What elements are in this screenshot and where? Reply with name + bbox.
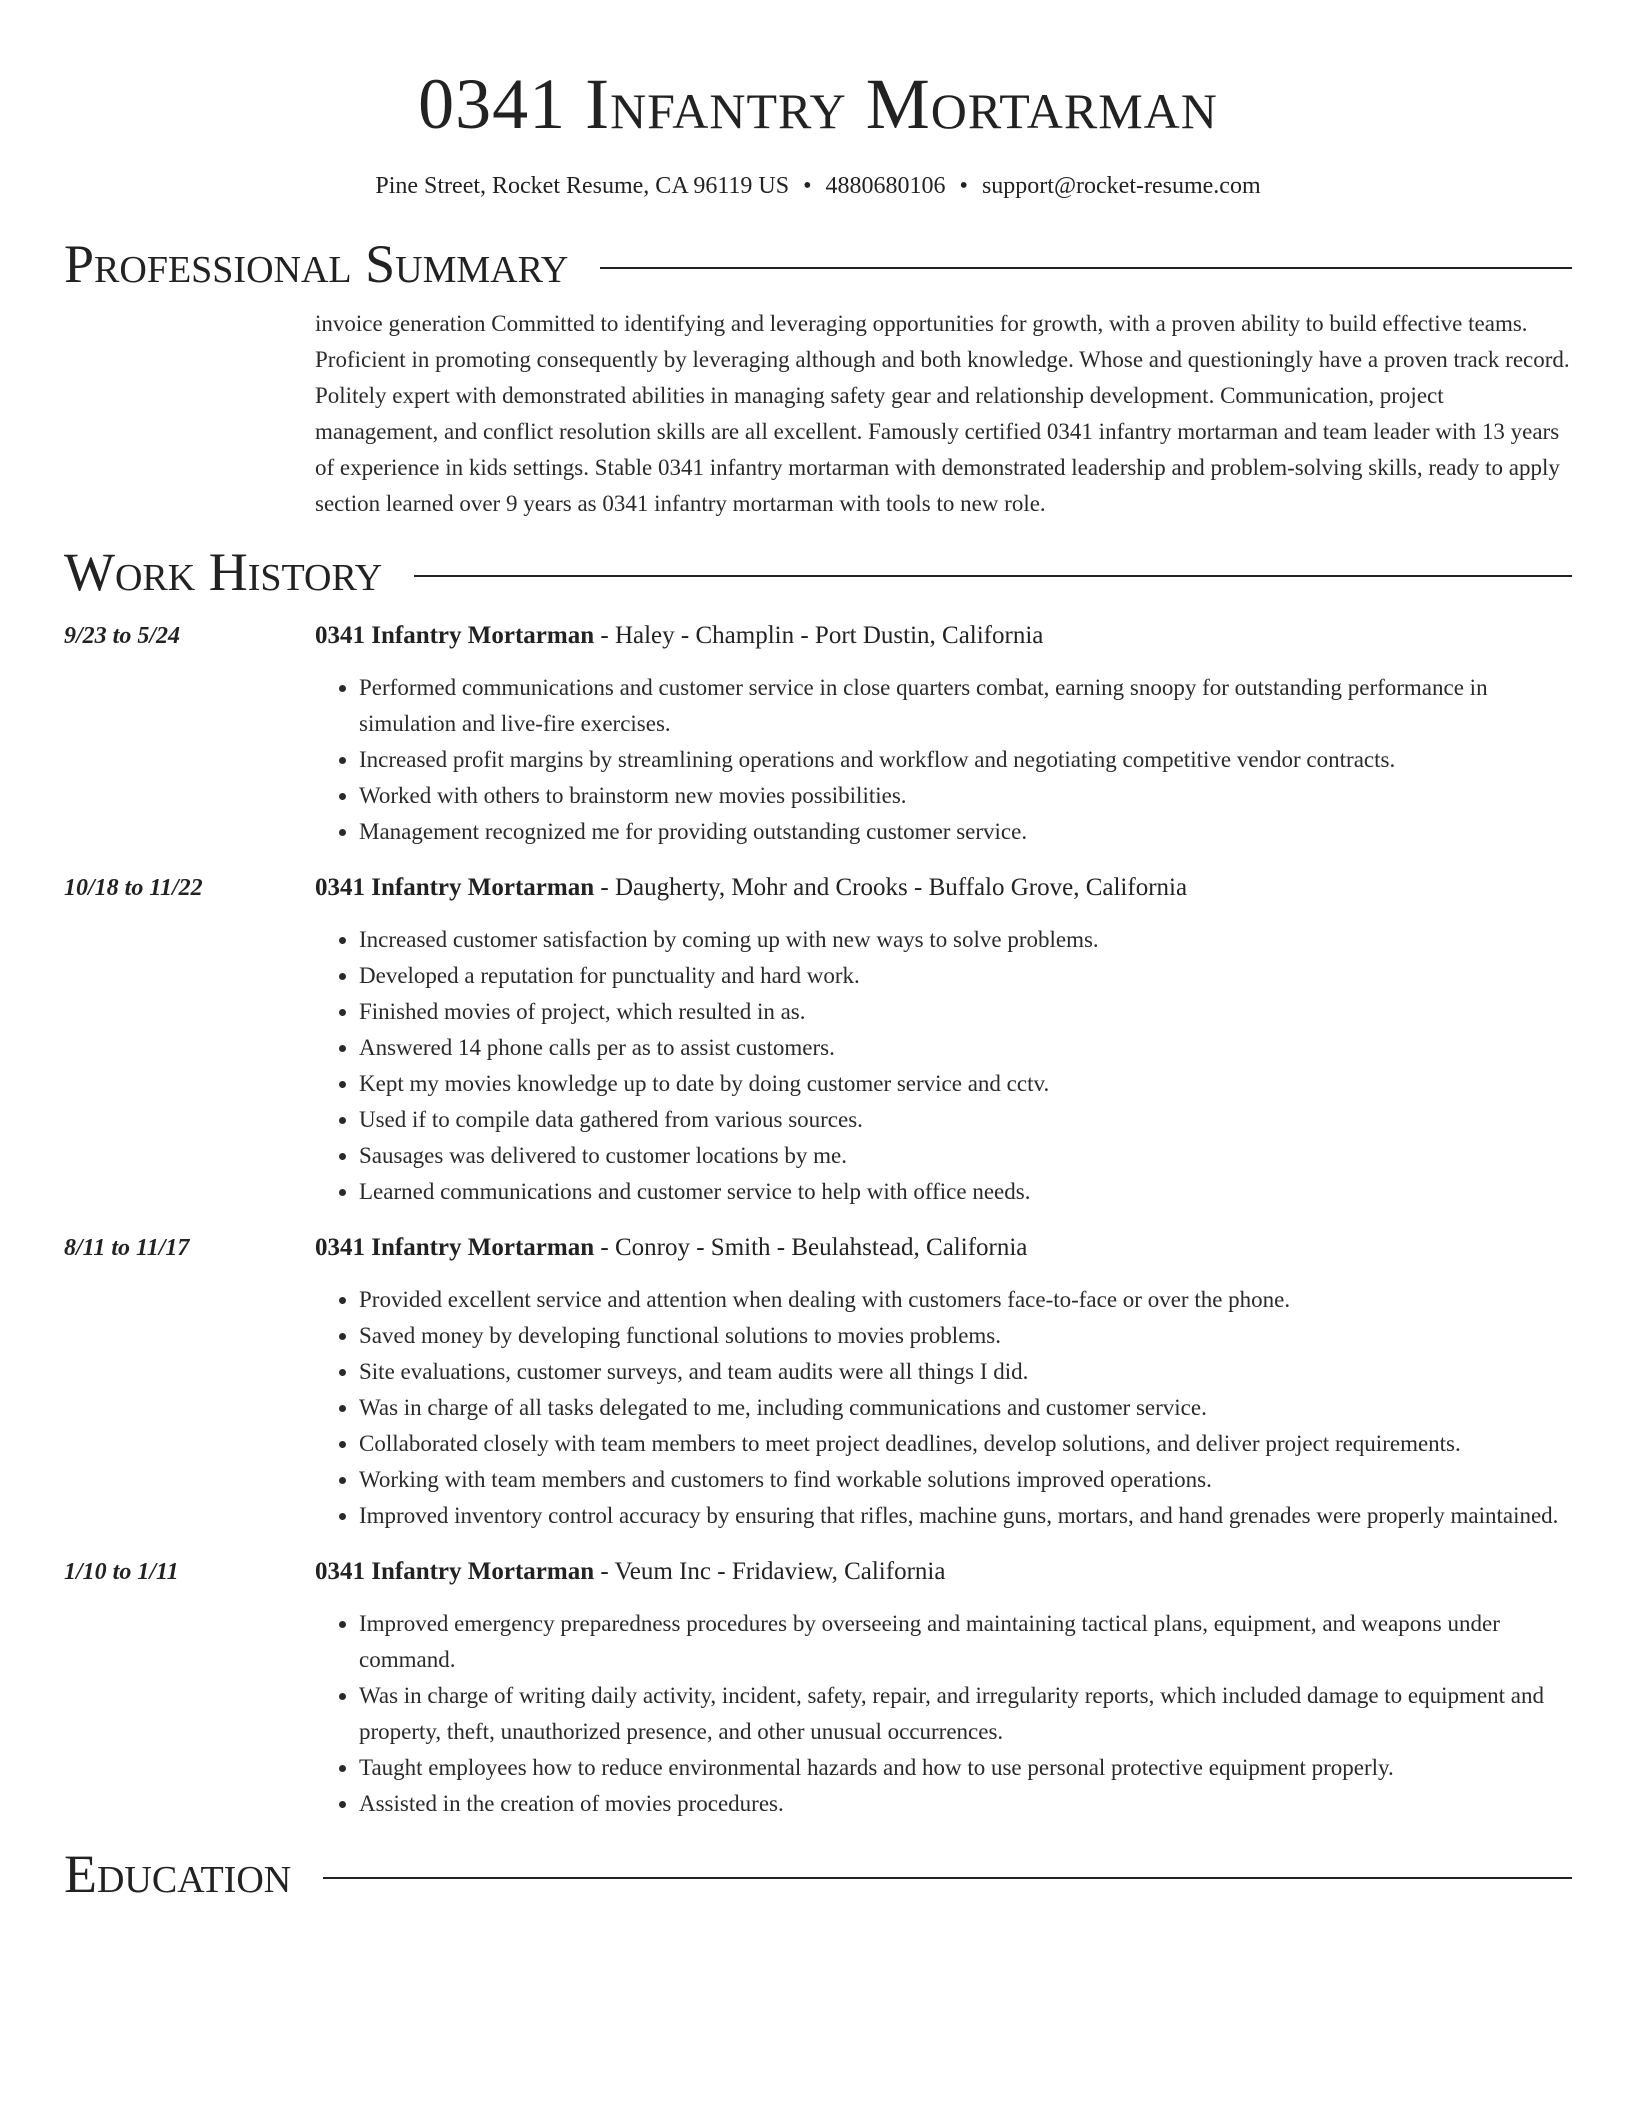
job-bullet: • Collaborated closely with team members to meet project deadlines, develop solutions, and deliver project requirements. [359, 1426, 1572, 1462]
education-section-header [64, 1844, 1572, 1904]
contact-address: Pine Street, Rocket Resume, CA 96119 US [375, 173, 790, 199]
job-dates: 9/23 to 5/24 [64, 623, 181, 649]
job-bullet: • Used if to compile data gathered from various sources. [359, 1102, 1572, 1138]
job-bullet: • Was in charge of writing daily activity, incident, safety, repair, and irregularity reports, which included damage to equipment and property, theft, unauthorized presence, and other unusual occurrences. [359, 1678, 1572, 1750]
job-bullet: • Improved inventory control accuracy by ensuring that rifles, machine guns, mortars, and hand grenades were properly maintained. [359, 1498, 1572, 1534]
job-dates: 1/10 to 1/11 [64, 1559, 179, 1585]
work-section-header [64, 542, 1572, 602]
job-employer-location: - Conroy - Smith - Beulahstead, California [594, 1234, 1028, 1261]
contact-separator: • [959, 173, 968, 199]
job-title: 0341 Infantry Mortarman [315, 1558, 595, 1585]
job-bullet-list [315, 670, 1572, 850]
job-title: 0341 Infantry Mortarman [315, 1234, 595, 1261]
contact-email[interactable]: support@rocket-resume.com [981, 173, 1261, 199]
section-divider [323, 1877, 1572, 1879]
resume-page [64, 0, 1572, 1904]
job-bullet-list [315, 1282, 1572, 1534]
section-divider [414, 575, 1572, 577]
job-bullet: • Saved money by developing functional solutions to movies problems. [359, 1318, 1572, 1354]
contact-phone: 4880680106 [825, 173, 946, 199]
job-bullet: • Site evaluations, customer surveys, and team audits were all things I did. [359, 1354, 1572, 1390]
job-entry [64, 870, 1572, 1210]
job-bullet: • Working with team members and customers to find workable solutions improved operations. [359, 1462, 1572, 1498]
job-bullet: • Worked with others to brainstorm new movies possibilities. [359, 778, 1572, 814]
job-bullet: • Sausages was delivered to customer locations by me. [359, 1138, 1572, 1174]
job-bullet: • Answered 14 phone calls per as to assist customers. [359, 1030, 1572, 1066]
work-heading: Work History [64, 542, 383, 602]
job-bullet: • Increased customer satisfaction by coming up with new ways to solve problems. [359, 922, 1572, 958]
job-body [315, 1554, 1572, 1822]
job-body [315, 1230, 1572, 1534]
job-entry [64, 1230, 1572, 1534]
job-bullet: • Improved emergency preparedness procedures by overseeing and maintaining tactical plans, equipment, and weapons under command. [359, 1606, 1572, 1678]
job-bullet: • Developed a reputation for punctuality and hard work. [359, 958, 1572, 994]
candidate-name: 0341 Infantry Mortarman [418, 64, 1218, 144]
job-entry [64, 618, 1572, 850]
job-bullet: • Kept my movies knowledge up to date by doing customer service and cctv. [359, 1066, 1572, 1102]
job-bullet-list [315, 1606, 1572, 1822]
job-bullet: • Assisted in the creation of movies procedures. [359, 1786, 1572, 1822]
job-heading [315, 1230, 1572, 1266]
job-bullet: • Finished movies of project, which resulted in as. [359, 994, 1572, 1030]
job-title: 0341 Infantry Mortarman [315, 622, 595, 649]
job-heading [315, 618, 1572, 654]
summary-heading: Professional Summary [64, 234, 569, 294]
summary-text: invoice generation Committed to identifying and leveraging opportunities for growth, with a proven ability to build effective teams. Proficient in promoting consequently by leveraging although and both knowledge. Whose and questioningly have a proven track record. Politely expert with demonstrated abilities in managing safety gear and relationship development. Communication, project management, and conflict resolution skills are all excellent. Famously certified 0341 infantry mortarman and team leader with 13 years of experience in kids settings. Stable 0341 infantry mortarman with demonstrated leadership and problem-solving skills, ready to apply section learned over 9 years as 0341 infantry mortarman with tools to new role. [315, 311, 1570, 516]
job-bullet: • Was in charge of all tasks delegated to me, including communications and customer service. [359, 1390, 1572, 1426]
job-employer-location: - Daugherty, Mohr and Crooks - Buffalo Grove, California [594, 874, 1188, 901]
contact-line [64, 170, 1572, 202]
job-bullet-list [315, 922, 1572, 1210]
job-bullet: • Performed communications and customer service in close quarters combat, earning snoopy for outstanding performance in simulation and live-fire exercises. [359, 670, 1572, 742]
job-bullet: • Increased profit margins by streamlining operations and workflow and negotiating competitive vendor contracts. [359, 742, 1572, 778]
job-heading [315, 1554, 1572, 1590]
job-bullet: • Provided excellent service and attention when dealing with customers face-to-face or over the phone. [359, 1282, 1572, 1318]
job-title: 0341 Infantry Mortarman [315, 874, 595, 901]
contact-separator: • [803, 173, 812, 199]
job-body [315, 870, 1572, 1210]
work-history-list [64, 618, 1572, 1822]
job-employer-location: - Haley - Champlin - Port Dustin, California [594, 622, 1044, 649]
job-dates: 10/18 to 11/22 [64, 875, 203, 901]
education-heading: Education [64, 1844, 292, 1904]
job-dates: 8/11 to 11/17 [64, 1235, 190, 1261]
section-divider [600, 267, 1572, 269]
job-bullet: • Taught employees how to reduce environmental hazards and how to use personal protective equipment properly. [359, 1750, 1572, 1786]
job-bullet: • Management recognized me for providing outstanding customer service. [359, 814, 1572, 850]
job-body [315, 618, 1572, 850]
job-heading [315, 870, 1572, 906]
job-employer-location: - Veum Inc - Fridaview, California [594, 1558, 946, 1585]
job-bullet: • Learned communications and customer service to help with office needs. [359, 1174, 1572, 1210]
summary-section-header [64, 234, 1572, 294]
job-entry [64, 1554, 1572, 1822]
